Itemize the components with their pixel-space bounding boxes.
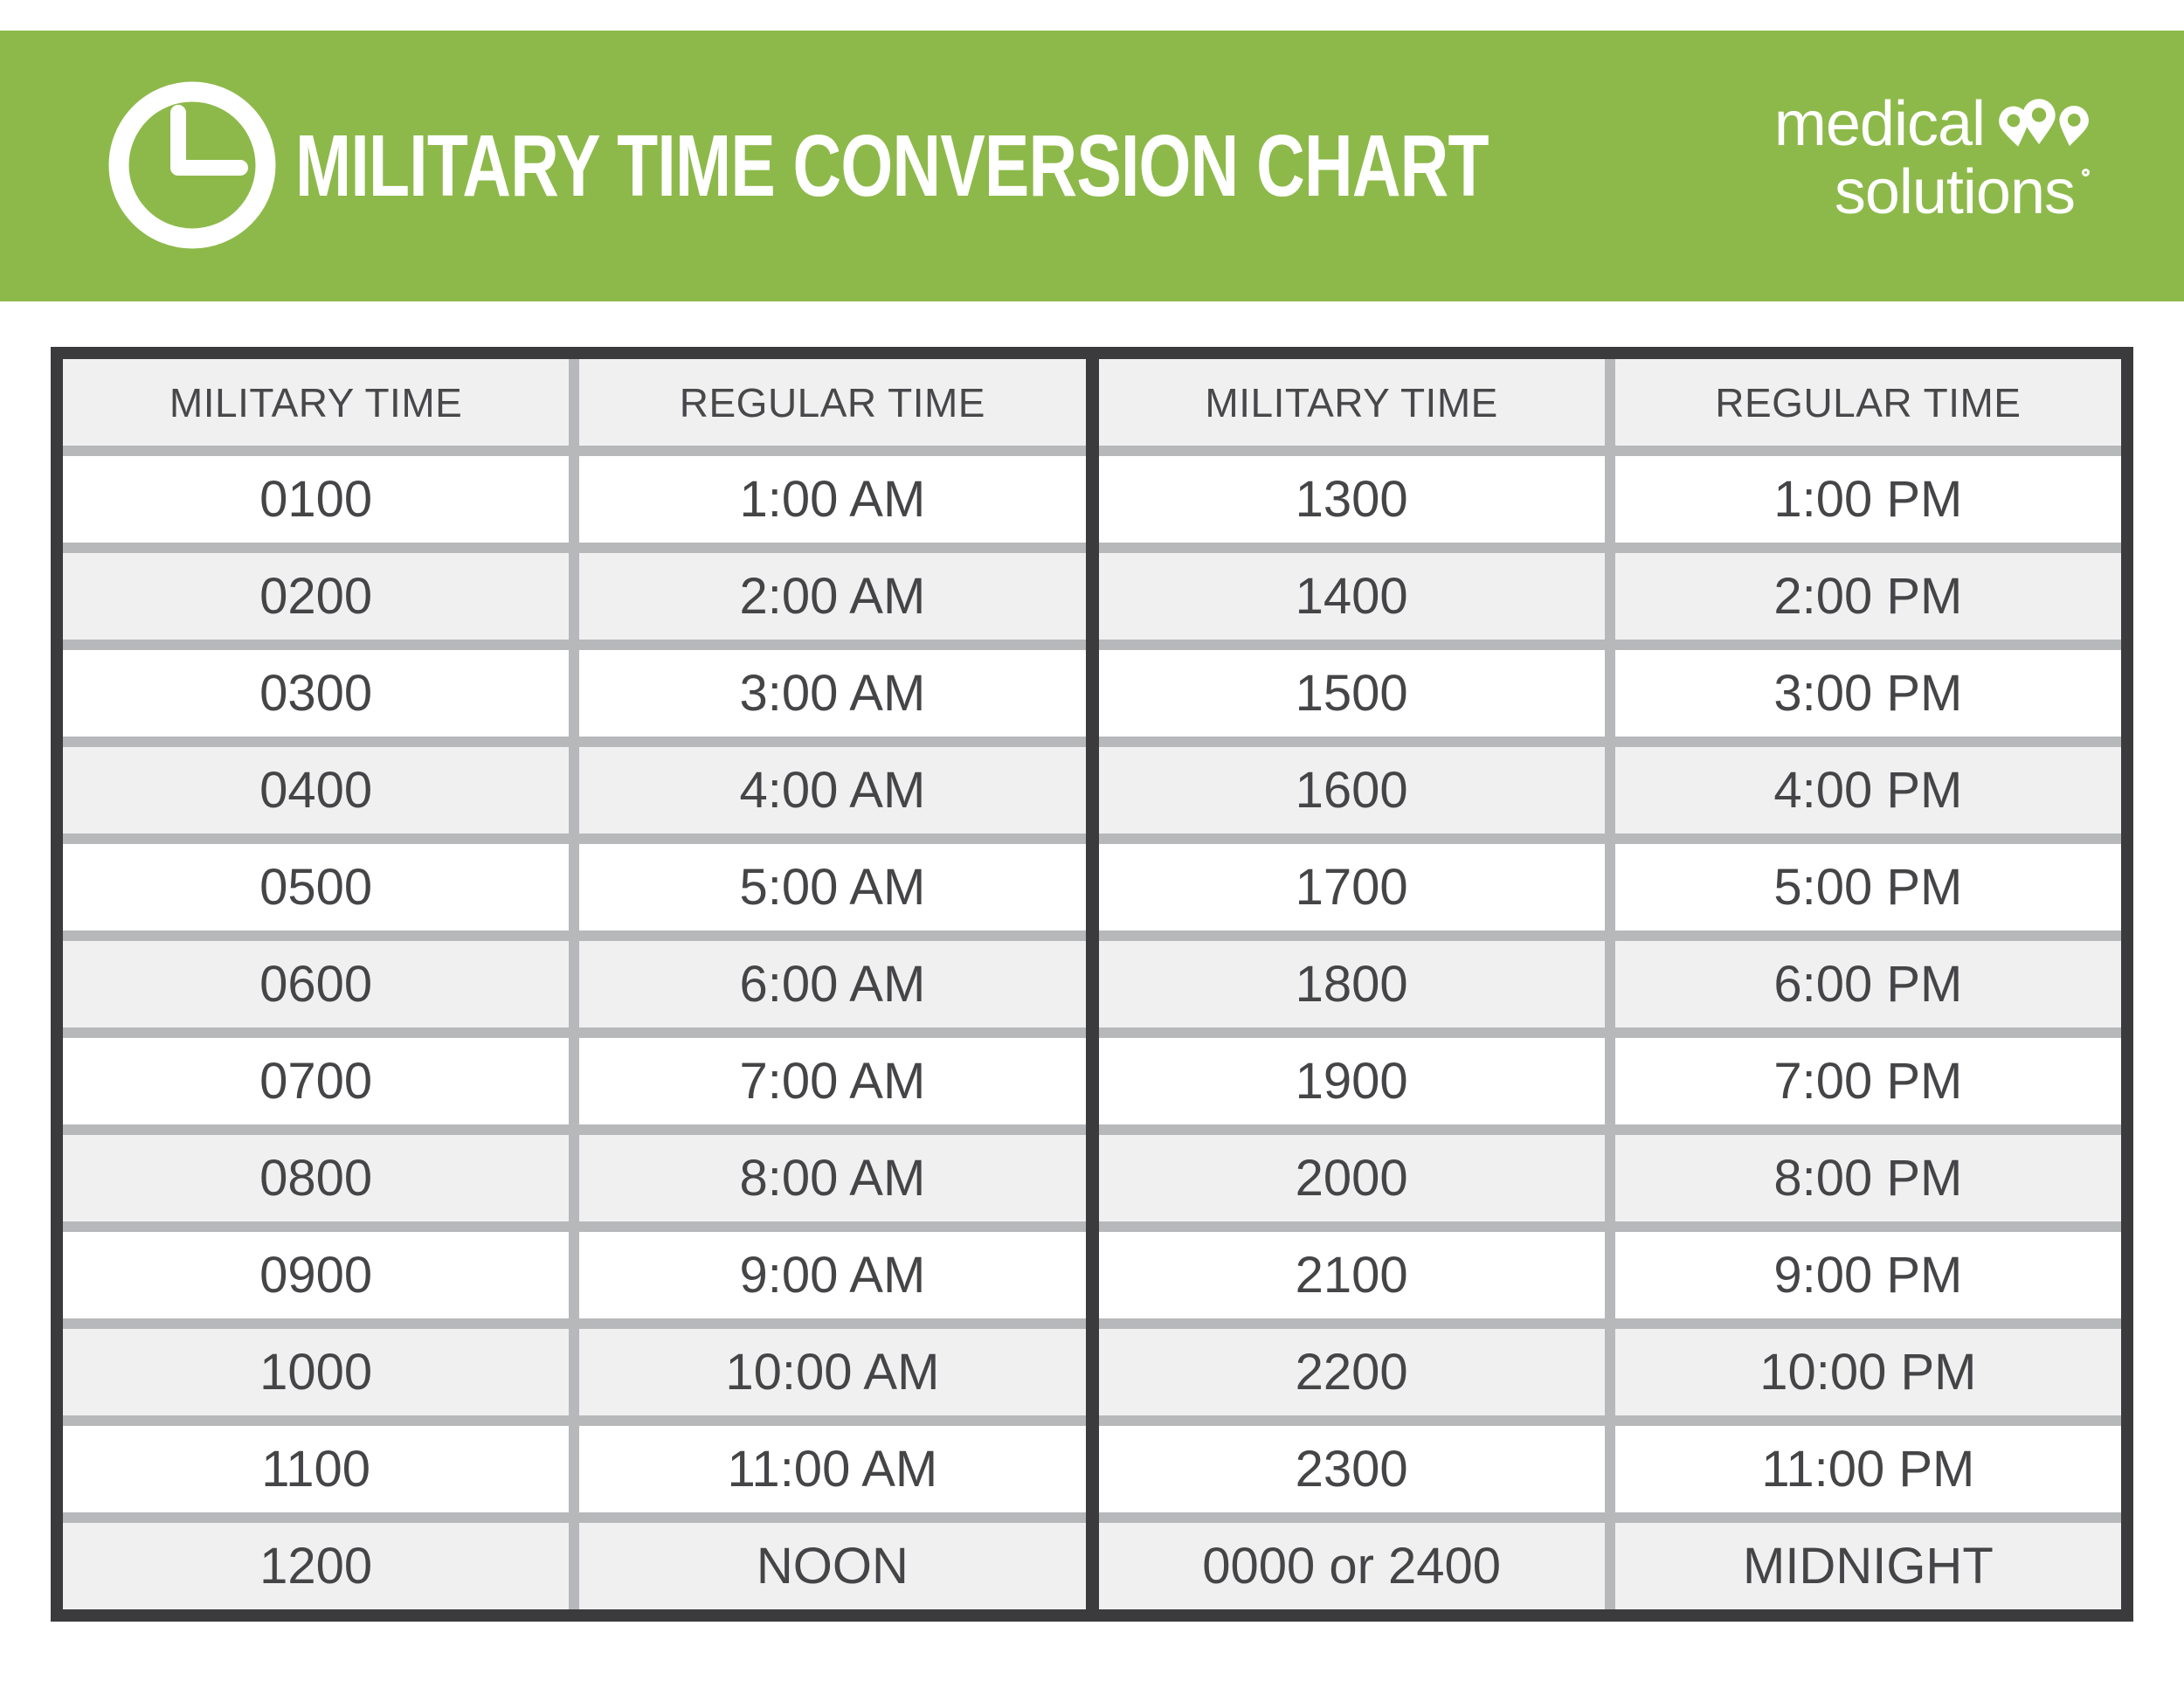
cell-military-time: 2100	[1099, 1232, 1605, 1318]
column-header-military-time: MILITARY TIME	[1099, 359, 1605, 446]
cell-military-time: 1700	[1099, 844, 1605, 930]
cell-regular-time: 1:00 AM	[579, 456, 1085, 543]
cell-military-time: 0100	[63, 456, 569, 543]
column-header-regular-time: REGULAR TIME	[1615, 359, 2121, 446]
cell-military-time: 2200	[1099, 1329, 1605, 1415]
cell-military-time: 0200	[63, 553, 569, 640]
table-right-half	[1099, 359, 2122, 1609]
cell-regular-time: 3:00 PM	[1615, 650, 2121, 737]
conversion-table	[51, 347, 2133, 1622]
cell-military-time: 1500	[1099, 650, 1605, 737]
cell-regular-time: 11:00 PM	[1615, 1426, 2121, 1512]
clock-icon	[108, 81, 276, 249]
cell-regular-time: 6:00 AM	[579, 941, 1085, 1027]
cell-regular-time: 2:00 AM	[579, 553, 1085, 640]
cell-regular-time: 9:00 PM	[1615, 1232, 2121, 1318]
logo-text-solutions: solutions	[1834, 156, 2075, 227]
brand-logo	[1773, 89, 2090, 227]
cell-military-time: 2000	[1099, 1135, 1605, 1221]
cell-military-time: 0400	[63, 747, 569, 834]
cell-regular-time: 7:00 AM	[579, 1038, 1085, 1124]
cell-regular-time: 2:00 PM	[1615, 553, 2121, 640]
trademark-dot-icon	[2082, 169, 2090, 176]
cell-regular-time: MIDNIGHT	[1615, 1523, 2121, 1609]
header-banner	[0, 31, 2184, 301]
cell-military-time: 1600	[1099, 747, 1605, 834]
cell-regular-time: 7:00 PM	[1615, 1038, 2121, 1124]
page-title-text: MILITARY TIME CONVERSION CHART	[295, 116, 1489, 215]
cell-military-time: 0500	[63, 844, 569, 930]
cell-military-time: 1000	[63, 1329, 569, 1415]
cell-military-time: 2300	[1099, 1426, 1605, 1512]
cell-military-time: 1800	[1099, 941, 1605, 1027]
logo-row-medical	[1773, 89, 2090, 159]
cell-military-time: 0900	[63, 1232, 569, 1318]
cell-regular-time: 9:00 AM	[579, 1232, 1085, 1318]
logo-row-solutions	[1834, 156, 2090, 227]
cell-regular-time: 4:00 AM	[579, 747, 1085, 834]
cell-regular-time: 5:00 AM	[579, 844, 1085, 930]
cell-regular-time: 4:00 PM	[1615, 747, 2121, 834]
page-title	[295, 31, 1845, 301]
cell-regular-time: 8:00 AM	[579, 1135, 1085, 1221]
cell-regular-time: NOON	[579, 1523, 1085, 1609]
column-header-regular-time: REGULAR TIME	[579, 359, 1085, 446]
cell-military-time: 1400	[1099, 553, 1605, 640]
cell-regular-time: 8:00 PM	[1615, 1135, 2121, 1221]
cell-regular-time: 10:00 PM	[1615, 1329, 2121, 1415]
cell-regular-time: 11:00 AM	[579, 1426, 1085, 1512]
cell-military-time: 1200	[63, 1523, 569, 1609]
cell-military-time: 1300	[1099, 456, 1605, 543]
column-header-military-time: MILITARY TIME	[63, 359, 569, 446]
cell-military-time: 1900	[1099, 1038, 1605, 1124]
cell-regular-time: 3:00 AM	[579, 650, 1085, 737]
cell-military-time: 1100	[63, 1426, 569, 1512]
cell-military-time: 0300	[63, 650, 569, 737]
cell-military-time: 0600	[63, 941, 569, 1027]
cell-military-time: 0000 or 2400	[1099, 1523, 1605, 1609]
cell-military-time: 0700	[63, 1038, 569, 1124]
cell-regular-time: 10:00 AM	[579, 1329, 1085, 1415]
logo-text-medical: medical	[1773, 89, 1985, 159]
cell-regular-time: 1:00 PM	[1615, 456, 2121, 543]
table-left-half	[63, 359, 1086, 1609]
cell-regular-time: 6:00 PM	[1615, 941, 2121, 1027]
location-pins-icon	[1999, 99, 2090, 151]
cell-regular-time: 5:00 PM	[1615, 844, 2121, 930]
cell-military-time: 0800	[63, 1135, 569, 1221]
